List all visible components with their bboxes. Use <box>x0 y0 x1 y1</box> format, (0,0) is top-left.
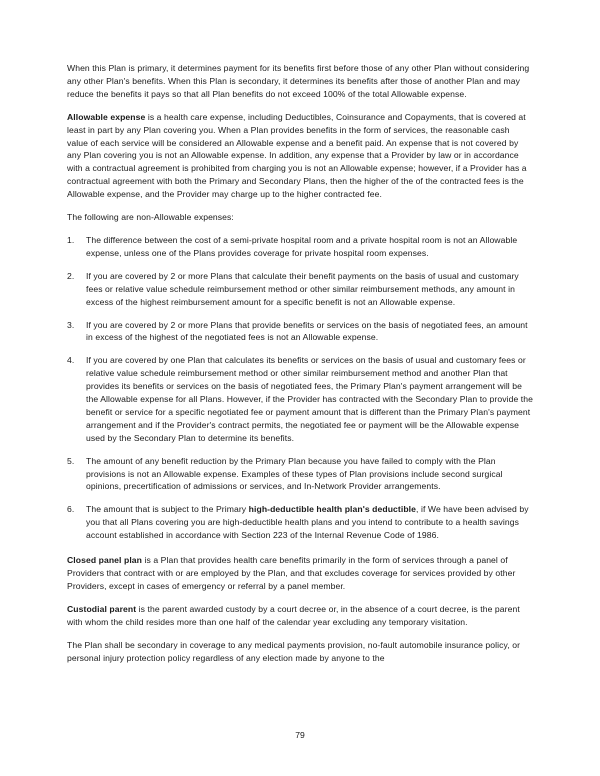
list-item-text-after-bold: , if We have been advised by you that all Plans covering you are high-deductible health plans and you intend to contribute to a health savings account established in accordance with Section 223 of the Internal Revenue Code of 1986. <box>86 504 529 541</box>
section-spacer <box>67 542 533 544</box>
intro-paragraph: When this Plan is primary, it determines payment for its benefits first before those of any other Plan without considering any other Plan's benefits. When this Plan is secondary, it determines its benefits after those of another Plan and may reduce the benefits it pays so that all Plan benefits do not exceed 100% of the total Allowable expense. <box>67 63 530 99</box>
list-item-text: If you are covered by 2 or more Plans that provide benefits or services on the basis of negotiated fees, an amount in excess of the highest of the negotiated fees is not an Allowable expense. <box>86 319 528 343</box>
closed-panel-plan-definition <box>67 554 533 593</box>
list-item <box>67 503 533 542</box>
list-item-marker: 4. <box>67 355 75 366</box>
list-item-marker: 1. <box>67 234 75 245</box>
non-allowable-lead-in: The following are non-Allowable expenses: <box>67 212 234 223</box>
custodial-parent-definition <box>67 603 533 629</box>
list-item <box>67 354 533 444</box>
list-item-text: The amount of any benefit reduction by the Primary Plan because you have failed to comply with the Plan provisions is not an Allowable expense. Examples of these types of Plan provisions include second surgical opinions, precertification of admissions or services, and In-Network Provider arrangements. <box>86 455 503 492</box>
custodial-parent-text: is the parent awarded custody by a court decree or, in the absence of a court decree, is the parent with whom the child resides more than one half of the calendar year excluding any temporary visitation. <box>67 603 520 627</box>
high-deductible-term: high-deductible health plan's deductible <box>248 504 417 515</box>
non-allowable-expenses-list <box>67 234 533 542</box>
closed-panel-plan-term: Closed panel plan <box>67 555 142 566</box>
list-item <box>67 319 533 345</box>
custodial-parent-term: Custodial parent <box>67 603 137 614</box>
list-item-marker: 3. <box>67 319 75 330</box>
list-item-text: If you are covered by one Plan that calculates its benefits or services on the basis of usual and customary fees or relative value schedule reimbursement method or other similar reimbursement method and another Plan that provides its benefits or services on the basis of negotiated fees, the Primary Plan's payment arrangement will be the Allowable expense for all Plans. However, if the Provider has contracted with the Secondary Plan to provide the benefit or service for a specific negotiated fee or payment amount that is different than the Primary Plan's payment arrangement and if the Provider's contract permits, the negotiated fee or payment will be the Allowable expense used by the Secondary Plan to determine its benefits. <box>86 355 533 443</box>
allowable-expense-definition <box>67 111 533 201</box>
allowable-expense-text: is a health care expense, including Deductibles, Coinsurance and Copayments, that is covered at least in part by any Plan covering you. When a Plan provides benefits in the form of services, the reasonable cash value of each service will be considered an Allowable expense and a benefit paid. An expense that is not covered by any Plan covering you is not an Allowable expense. In addition, any expense that a Provider by law or in accordance with a contractual agreement is prohibited from charging you is not an Allowable expense; however, if a Provider has a contractual agreement with both the Primary and Secondary Plans, then the higher of the of the contracted fees is the Allowable expense, and the Provider may charge up to the higher contracted fee. <box>67 111 527 200</box>
list-item <box>67 455 533 494</box>
closing-paragraph: The Plan shall be secondary in coverage to any medical payments provision, no-fault automobile insurance policy, or personal injury protection policy regardless of any election made by anyone to the <box>67 639 521 663</box>
list-item-text: The difference between the cost of a semi-private hospital room and a private hospital room is not an Allowable expense, unless one of the Plans provides coverage for private hospital room expenses. <box>86 234 518 258</box>
list-item-marker: 6. <box>67 504 75 515</box>
list-item <box>67 234 533 260</box>
list-item-text-before-bold: The amount that is subject to the Primary <box>86 504 249 515</box>
list-item-marker: 2. <box>67 270 75 281</box>
list-item <box>67 270 533 309</box>
page-number: 79 <box>295 730 305 740</box>
closed-panel-plan-text: is a Plan that provides health care benefits primarily in the form of services through a panel of Providers that contract with or are employed by the Plan, and that excludes coverage for services provided by other Providers, except in cases of emergency or referral by a panel member. <box>67 555 516 591</box>
allowable-expense-term: Allowable expense <box>67 111 146 122</box>
list-item-marker: 5. <box>67 455 75 466</box>
page-content <box>67 62 533 664</box>
list-item-text: If you are covered by 2 or more Plans that calculate their benefit payments on the basis of usual and customary fees or relative value schedule reimbursement method or other similar reimbursement methods, any amount in excess of the highest reimbursement amount for a specific benefit is not an Allowable expense. <box>86 270 519 307</box>
